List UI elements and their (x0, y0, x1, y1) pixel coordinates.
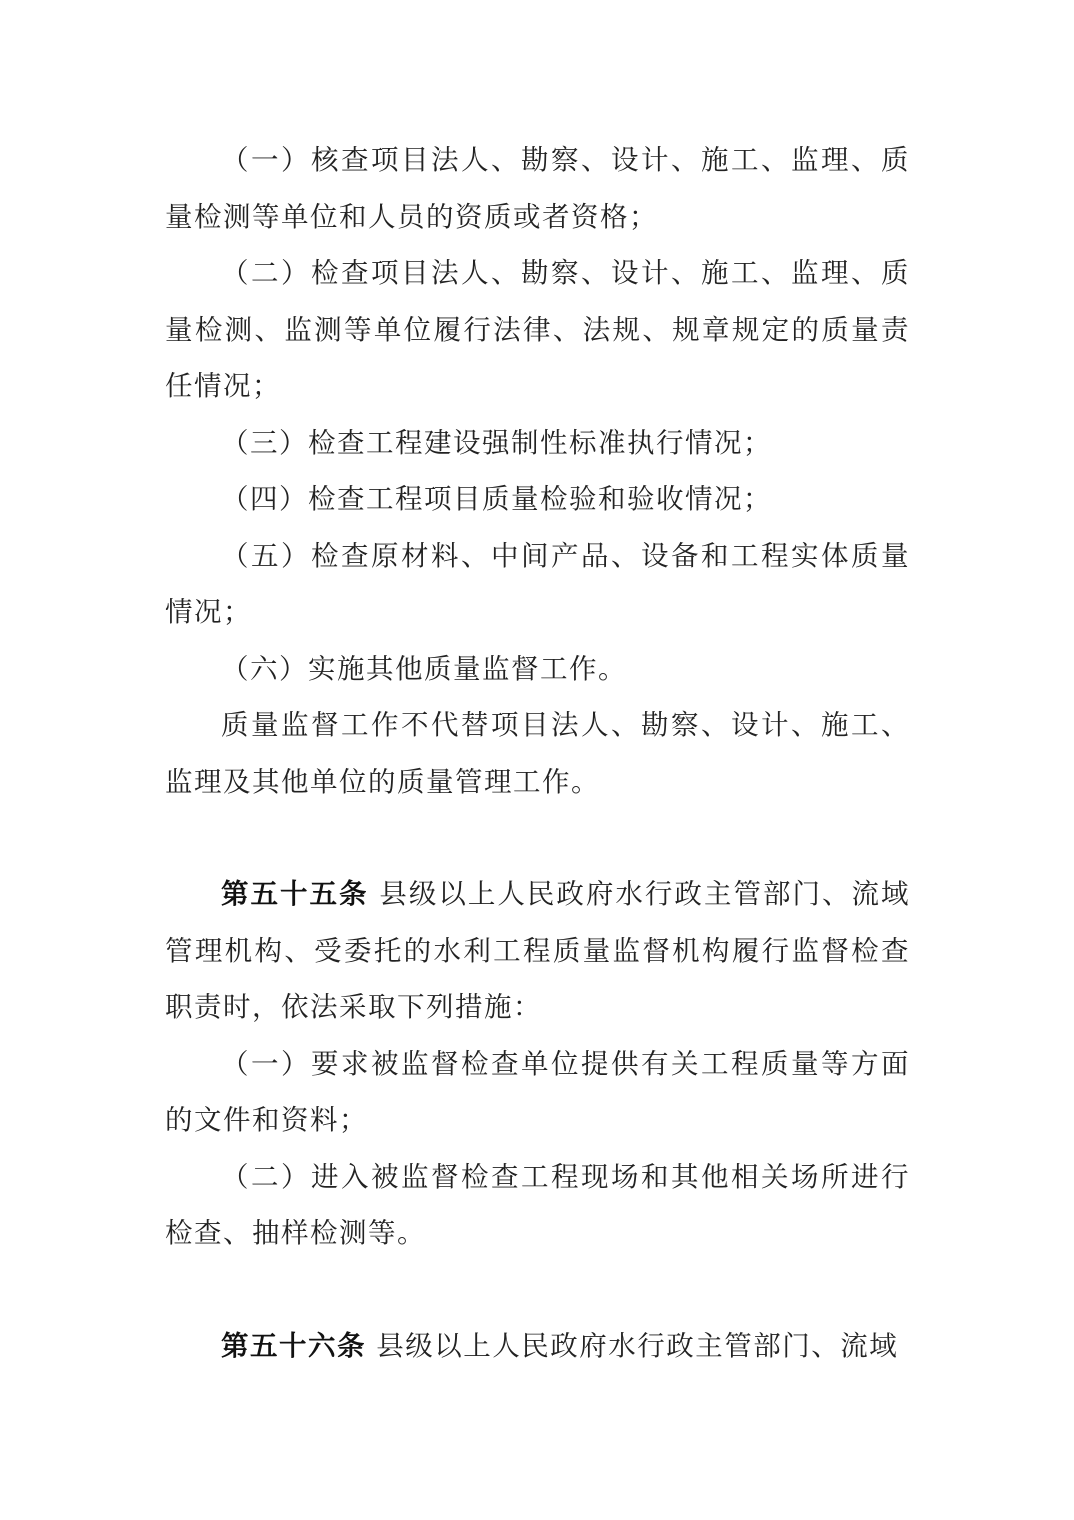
article-56-title: 第五十六条 (221, 1329, 366, 1362)
list-item: （三）检查工程建设强制性标准执行情况； (221, 426, 772, 459)
list-item: （一）要求被监督检查单位提供有关工程质量等方面的文件和资料； (165, 1047, 910, 1136)
list-item: （六）实施其他质量监督工作。 (221, 652, 627, 685)
article-56-body: 县级以上人民政府水行政主管部门、流域 (376, 1329, 899, 1362)
list-item: （四）检查工程项目质量检验和验收情况； (221, 483, 772, 515)
article-55-body: 县级以上人民政府水行政主管部门、流域管理机构、受委托的水利工程质量监督机构履行监督检查职责时，依法采取下列措施： (165, 878, 911, 1023)
article-56-paragraph (165, 1318, 910, 1375)
list-item: （一）核查项目法人、勘察、设计、施工、监理、质量检测等单位和人员的资质或者资格； (165, 144, 910, 233)
list-item: （二）检查项目法人、勘察、设计、施工、监理、质量检测、监测等单位履行法律、法规、规章规定的质量责任情况； (165, 257, 910, 402)
list-item: （五）检查原材料、中间产品、设备和工程实体质量情况； (165, 539, 910, 628)
article-55-title: 第五十五条 (221, 878, 369, 910)
document-body (165, 132, 910, 1374)
paragraph-gap (165, 810, 910, 866)
list-item: （二）进入被监督检查工程现场和其他相关场所进行检查、抽样检测等。 (165, 1160, 910, 1249)
paragraph-gap (165, 1262, 910, 1318)
article-55-paragraph (165, 866, 910, 1036)
closing-paragraph: 质量监督工作不代替项目法人、勘察、设计、施工、监理及其他单位的质量管理工作。 (165, 709, 910, 798)
